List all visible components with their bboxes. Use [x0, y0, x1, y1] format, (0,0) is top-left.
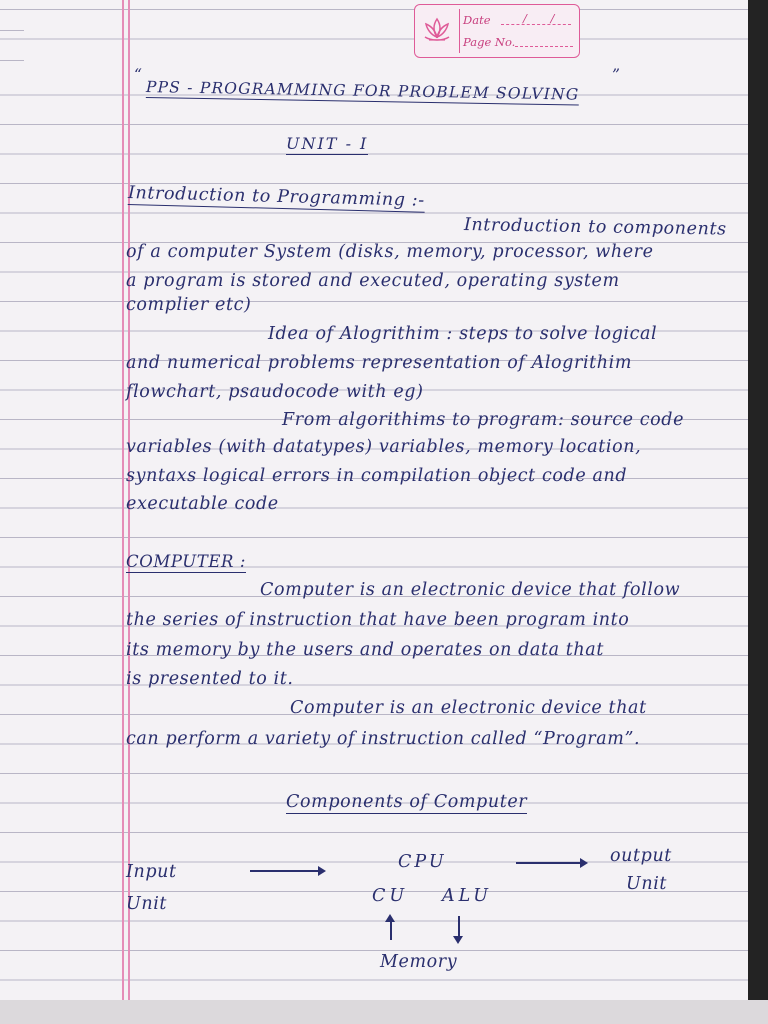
page-title: PPS - PROGRAMMING FOR PROBLEM SOLVING: [145, 78, 580, 104]
background-edge: [748, 0, 768, 1024]
stamp-divider: [459, 9, 460, 53]
p2-line-2: and numerical problems representation of Alogrithim: [126, 353, 633, 373]
output-unit-label: Unit: [626, 874, 668, 894]
components-heading: Components of Computer: [286, 792, 528, 812]
cpu-to-output-arrow: [516, 862, 586, 864]
edge-tick: [0, 60, 24, 61]
p1-line-2: of a computer System (disks, memory, processor, where: [126, 242, 654, 262]
background-bottom: [0, 1000, 768, 1024]
lotus-logo-icon: [421, 15, 453, 45]
edge-tick: [0, 30, 24, 31]
margin-line-left: [122, 0, 124, 1000]
output-label: output: [610, 846, 672, 866]
p4-line-1: Computer is an electronic device that follow: [260, 580, 681, 600]
p4-line-3: its memory by the users and operates on data that: [126, 640, 604, 660]
cpu-label: CPU: [398, 852, 447, 872]
date-value: / /: [523, 11, 565, 25]
unit-heading: UNIT - I: [286, 134, 369, 153]
intro-heading: Introduction to Programming :-: [127, 183, 426, 211]
p4-line-2: the series of instruction that have been program into: [126, 610, 630, 630]
p1-line-3: a program is stored and executed, operating system: [126, 271, 620, 291]
input-unit-label: Unit: [126, 894, 168, 914]
down-arrow-head: [453, 936, 463, 944]
cu-label: CU: [372, 886, 409, 906]
p2-line-1: Idea of Alogrithim : steps to solve logical: [268, 324, 658, 344]
p3-line-4: executable code: [126, 494, 279, 514]
computer-heading: COMPUTER :: [126, 552, 247, 571]
alu-label: ALU: [442, 886, 493, 906]
p2-line-3: flowchart, psaudocode with eg): [126, 382, 424, 402]
p3-line-3: syntaxs logical errors in compilation object code and: [126, 466, 628, 486]
page-no-label: Page No.: [463, 35, 516, 49]
title-quote-open: “: [134, 66, 144, 84]
input-to-cpu-arrow: [250, 870, 324, 872]
p4-line-4: is presented to it.: [126, 669, 294, 689]
date-page-stamp: [414, 4, 580, 58]
p3-line-1: From algorithims to program: source code: [282, 410, 685, 430]
date-label: Date: [463, 13, 491, 27]
p5-line-2: can perform a variety of instruction called “Program”.: [126, 729, 641, 749]
up-arrow-head: [385, 914, 395, 922]
input-label: Input: [126, 862, 177, 882]
p1-line-4: complier etc): [126, 295, 252, 315]
memory-label: Memory: [380, 952, 458, 972]
p5-line-1: Computer is an electronic device that: [290, 698, 647, 718]
p3-line-2: variables (with datatypes) variables, memory location,: [126, 437, 642, 457]
alu-to-memory-arrow: [458, 916, 460, 938]
page-no-line: [515, 46, 573, 47]
title-quote-close: ”: [612, 66, 622, 84]
p1-line-1: Introduction to components: [463, 215, 727, 240]
